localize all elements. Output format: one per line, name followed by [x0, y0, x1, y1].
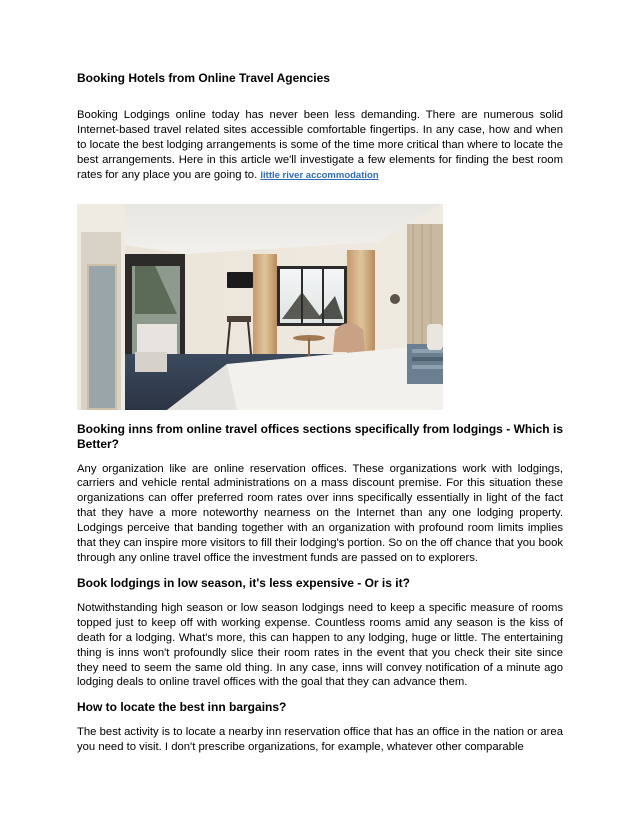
- hotel-room-image: [77, 204, 443, 410]
- section1-heading: Booking inns from online travel offices sections specifically from lodgings - Which is Better?: [77, 421, 563, 451]
- document-title: Booking Hotels from Online Travel Agencies: [77, 71, 330, 85]
- accommodation-link[interactable]: little river accommodation: [260, 169, 379, 181]
- section3-paragraph: The best activity is to locate a nearby inn reservation office that has an office in the nation or area you need to visit. I don't prescribe organizations, for example, whatever other comparable: [77, 726, 563, 754]
- section2-paragraph: Notwithstanding high season or low season lodgings need to keep a specific measure of rooms topped just to keep off with working expense. Countless rooms amid any season is the kiss of death for a lodging. What's more, this can happen to any lodging, huge or little. The entertaining thing is inns won't profoundly slice their room rates in the event that you check their site since they need to seem the same old thing. In any case, inns will convey notification of a minute ago lodging deals to online travel offices with the goal that they can advance them.: [77, 601, 563, 689]
- section1-paragraph: Any organization like are online reservation offices. These organizations work with lodgings, carriers and vehicle rental administrations on a mass discount premise. For this situation these organizations can offer preferred room rates over inns specifically essentially in light of the fact that they have a more noteworthy nearness on the Internet than any one lodging property. Lodgings perceive that banding together with an organization with profound room limits implies that they can inspire more visitors to fill their lodging's portion. So on the off chance that you book through any online travel office the investment funds are passed on to explorers.: [77, 462, 563, 564]
- intro-paragraph: [77, 108, 563, 184]
- intro-text: Booking Lodgings online today has never been less demanding. There are numerous solid Internet-based travel related sites accessible comfortable fingertips. In any case, how and when to locate the best lodging arrangements is some of the time more critical than where to locate the best arrangements. Here in this article we'll investigate a few elements for finding the best room rates for any place you are going to.: [77, 109, 563, 181]
- section2-heading: Book lodgings in low season, it's less expensive - Or is it?: [77, 575, 410, 590]
- section3-heading: How to locate the best inn bargains?: [77, 700, 287, 715]
- document-body: [77, 64, 563, 755]
